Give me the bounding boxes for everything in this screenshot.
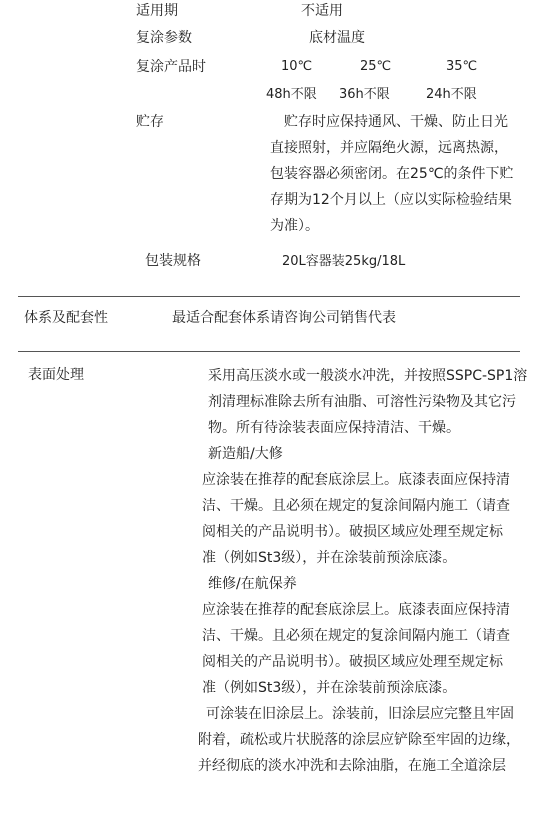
applicable-period-label: 适用期 [136,3,178,19]
divider [18,296,520,297]
new-ship-line: 阅相关的产品说明书）。破损区域应处理至规定标 [202,524,503,540]
maintenance-line: 应涂装在推荐的配套底涂层上。底漆表面应保持清 [202,602,510,618]
storage-line: 贮存时应保持通风、干燥、防止日光 [284,114,508,130]
maintenance-heading: 维修/在航保养 [208,576,297,592]
old-coat-line: 可涂装在旧涂层上。涂装前，旧涂层应完整且牢固 [206,706,514,722]
storage-line: 直接照射，并应隔绝火源，远离热源， [270,140,508,156]
system-label: 体系及配套性 [24,310,108,326]
interval-10: 48h不限 [266,87,317,102]
storage-line: 包装容器必须密闭。在25℃的条件下贮 [270,166,514,182]
surface-text [198,363,528,779]
maintenance-line: 洁、干燥。且必须在规定的复涂间隔内施工（请查 [202,628,510,644]
surface-label: 表面处理 [28,367,84,383]
surface-intro-line: 采用高压淡水或一般淡水冲洗，并按照SSPC-SP1溶 [208,368,528,384]
surface-intro-line: 剂清理标准除去所有油脂、可溶性污染物及其它污 [208,394,516,410]
interval-25: 36h不限 [339,87,390,102]
new-ship-line: 洁、干燥。且必须在规定的复涂间隔内施工（请查 [202,498,510,514]
new-ship-heading: 新造船/大修 [208,446,283,462]
maintenance-line: 准（例如St3级），并在涂装前预涂底漆。 [202,680,457,696]
interval-35: 24h不限 [426,87,477,102]
recoat-product-label: 复涂产品时 [136,59,206,75]
packaging-value: 20L容器装25kg/18L [282,254,406,269]
recoat-param-label: 复涂参数 [136,30,192,46]
old-coat-line: 并经彻底的淡水冲洗和去除油脂，在施工全道涂层 [198,758,506,774]
old-coat-line: 附着，疏松或片状脱落的涂层应铲除至牢固的边缘， [198,732,520,748]
divider [18,351,520,352]
storage-line: 为准）。 [270,218,319,234]
maintenance-line: 阅相关的产品说明书）。破损区域应处理至规定标 [202,654,503,670]
packaging-label: 包装规格 [145,253,201,269]
new-ship-line: 应涂装在推荐的配套底涂层上。底漆表面应保持清 [202,472,510,488]
storage-text [270,109,514,239]
storage-line: 存期为12个月以上（应以实际检验结果 [270,192,512,208]
system-value: 最适合配套体系请咨询公司销售代表 [172,310,396,326]
new-ship-line: 准（例如St3级），并在涂装前预涂底漆。 [202,550,457,566]
substrate-temp-label: 底材温度 [309,30,365,46]
storage-label: 贮存 [136,114,164,130]
surface-intro-line: 物。所有待涂装表面应保持清洁、干燥。 [208,420,460,436]
temp-10: 10℃ [281,59,313,74]
applicable-period-value: 不适用 [301,3,343,19]
temp-25: 25℃ [360,59,392,74]
temp-35: 35℃ [446,59,478,74]
